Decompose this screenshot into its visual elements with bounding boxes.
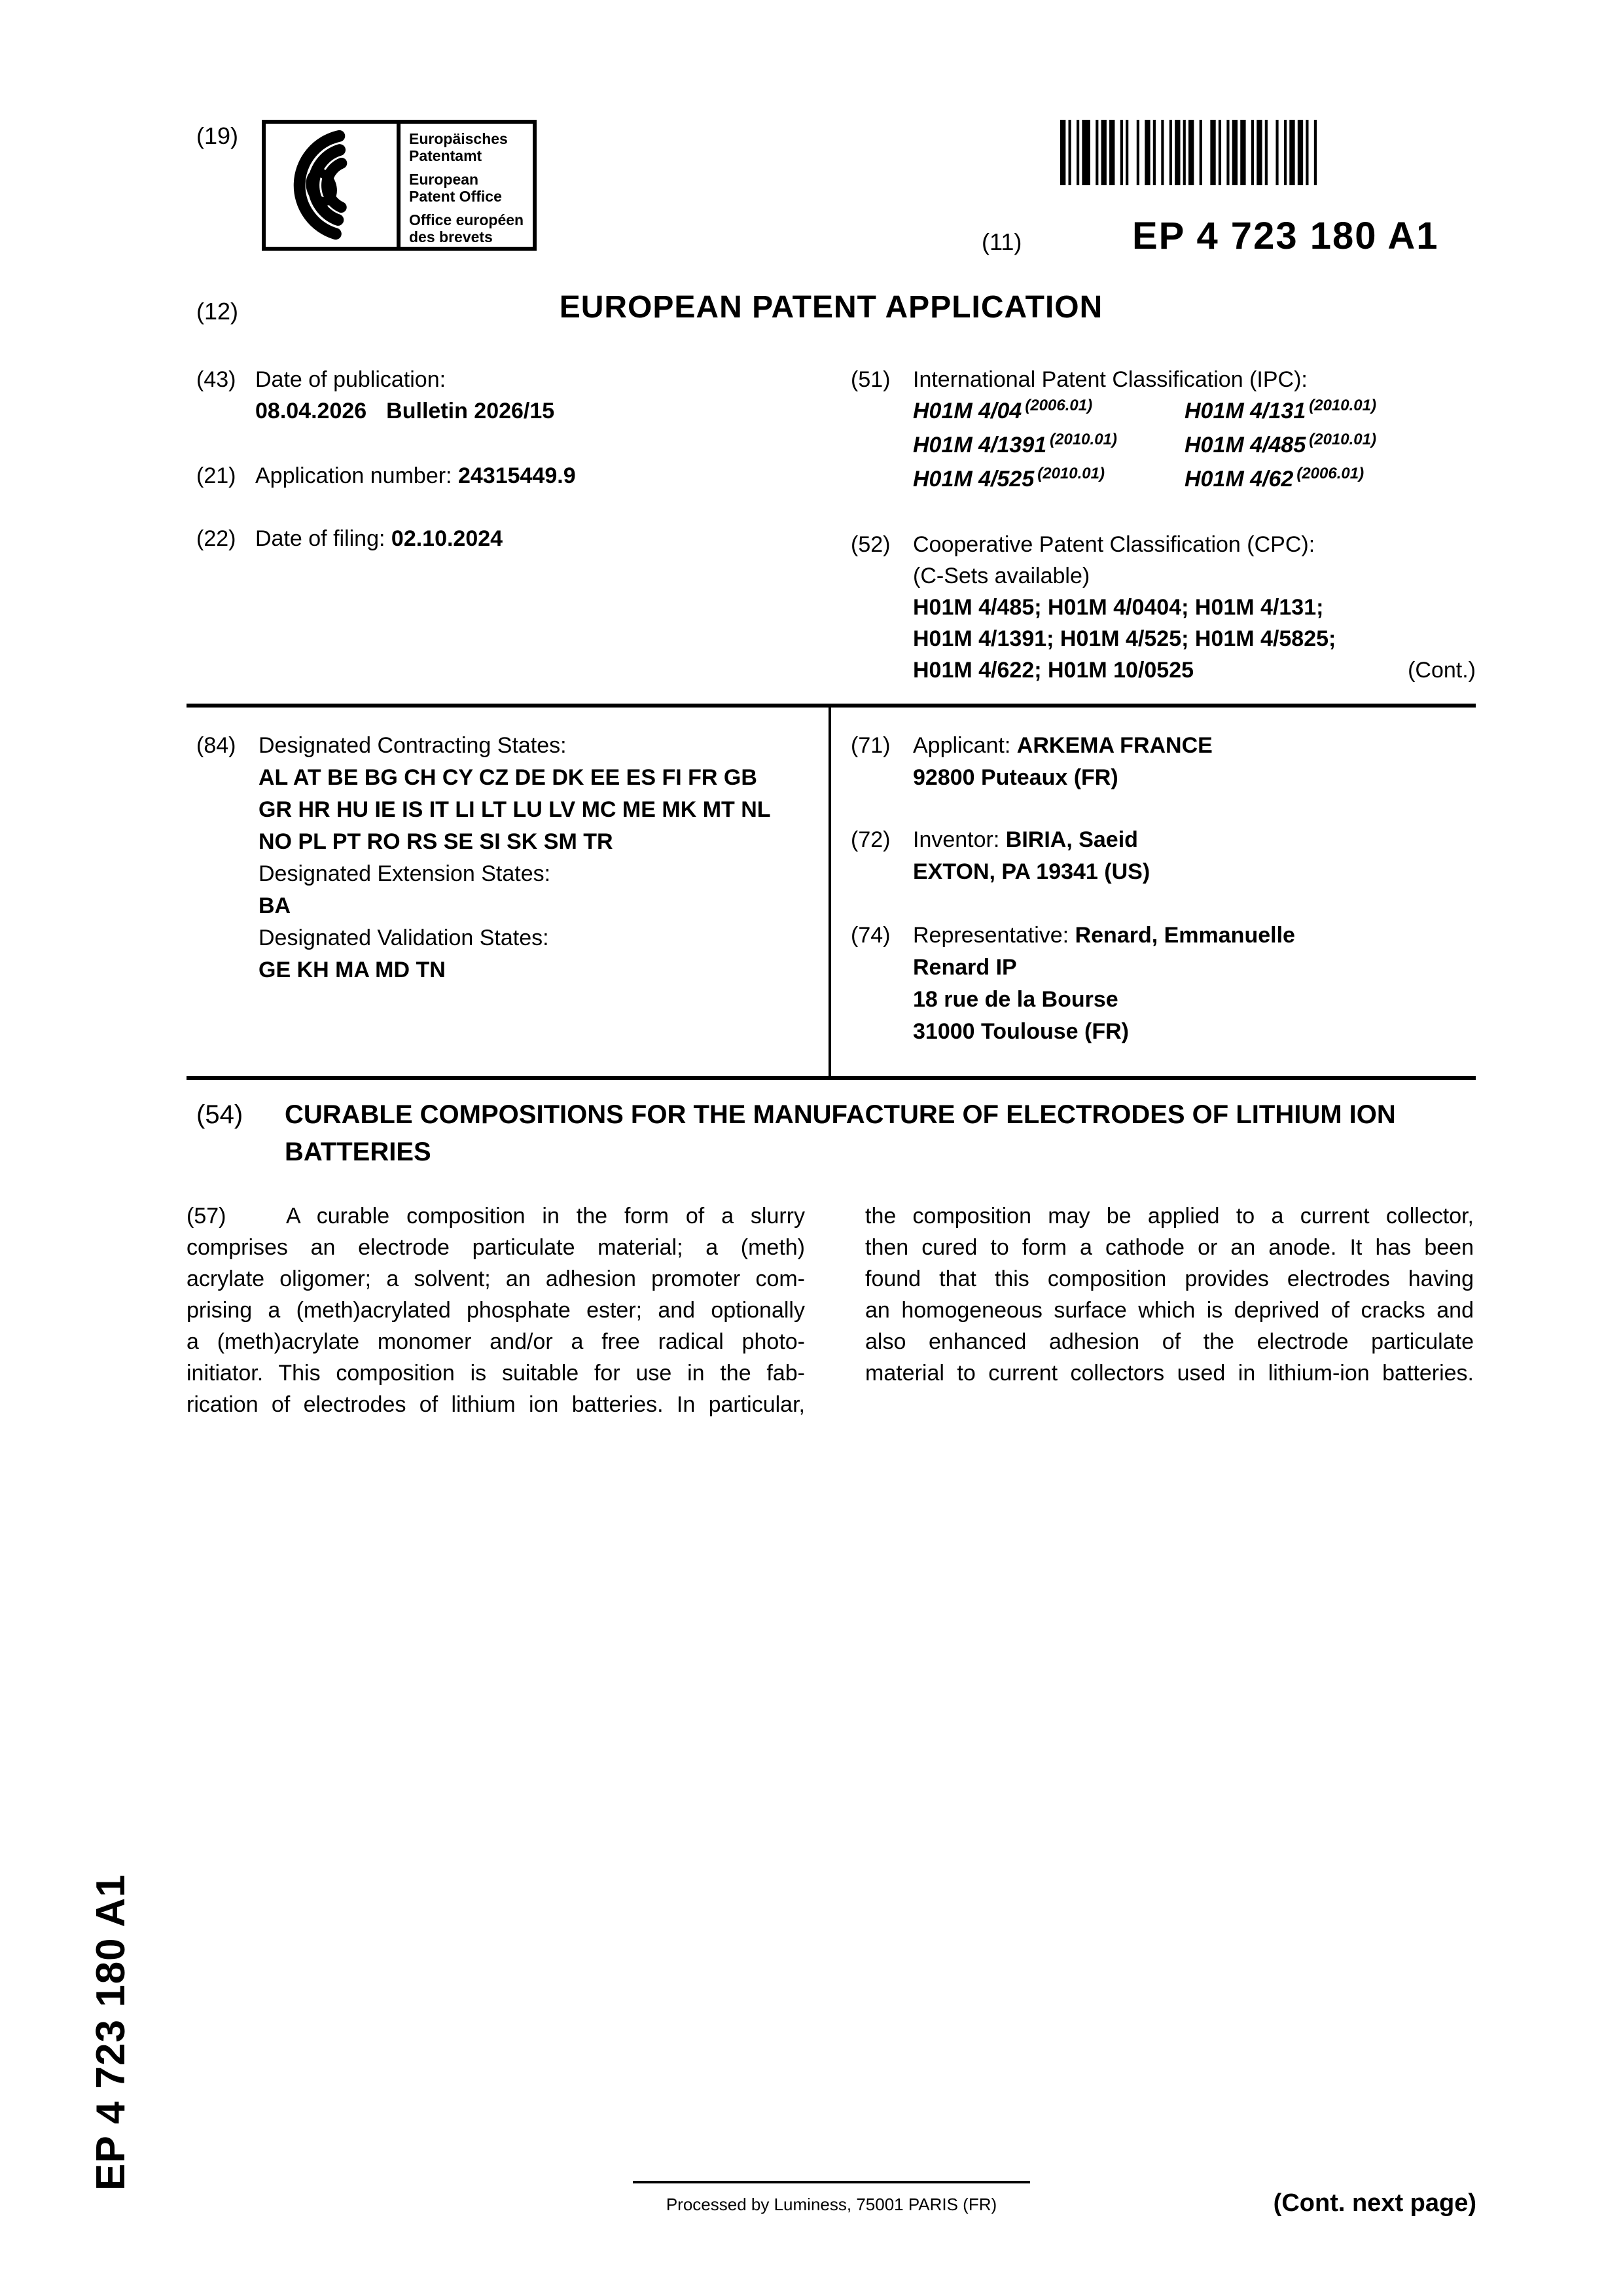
ipc-entry: H01M 4/1391 $^{(2010.01)}$ (913, 431, 1117, 457)
applicant-label: Applicant: (913, 733, 1011, 758)
publication-date-label: Date of publication: (255, 367, 446, 392)
field-72-body (913, 824, 1476, 888)
field-74-body (913, 920, 1476, 1048)
contracting-states-line: GR HR HU IE IS IT LI LT LU LV MC ME MK MT NL (259, 797, 771, 822)
publication-number: EP 4 723 180 A1 (1132, 215, 1439, 257)
field-52-body (913, 529, 1476, 686)
abstract-line: then cured to form a cathode or an anode. It has been (865, 1235, 1474, 1260)
epo-logo-icon (266, 124, 397, 247)
epo-name-de-2: Patentamt (409, 147, 482, 164)
validation-states-label: Designated Validation States: (259, 925, 549, 950)
field-84-body (259, 730, 805, 986)
field-51-number: (51) (851, 367, 891, 392)
representative-firm: Renard IP (913, 955, 1017, 980)
ipc-label: International Patent Classification (IPC): (913, 367, 1308, 392)
field-72 (841, 824, 1476, 888)
field-19-number: (19) (196, 122, 239, 149)
field-11-number: (11) (982, 228, 1022, 255)
epo-logo-box (262, 120, 537, 251)
field-84-header (187, 730, 805, 986)
field-74-number: (74) (851, 923, 891, 948)
abstract-line: a (meth)acrylate monomer and/or a free radical photo- (187, 1329, 805, 1354)
ipc-entry: H01M 4/131 $^{(2010.01)}$ (1185, 397, 1376, 423)
inventor-line (913, 824, 1476, 856)
cpc-codes-line: H01M 4/485; H01M 4/0404; H01M 4/131; (913, 595, 1324, 620)
field-57-number: (57) (187, 1204, 226, 1229)
abstract-line: material to current collectors used in lithium-ion batteries. (865, 1361, 1474, 1386)
field-52-number: (52) (851, 532, 891, 557)
representative-city: 31000 Toulouse (FR) (913, 1019, 1129, 1044)
applicant-name: ARKEMA FRANCE (1016, 733, 1213, 758)
field-51 (841, 364, 1476, 497)
field-74 (841, 920, 1476, 1048)
representative-name: Renard, Emmanuelle (1075, 923, 1295, 948)
field-71-body (913, 730, 1476, 794)
footer-rule (633, 2181, 1030, 2183)
epo-name-fr-2: des brevets (409, 228, 493, 245)
cpc-note: (C-Sets available) (913, 564, 1090, 588)
cpc-cont-marker: (Cont.) (1408, 658, 1476, 683)
footer-processed-by: Processed by Luminess, 75001 PARIS (FR) (666, 2195, 997, 2214)
abstract-line: an homogeneous surface which is deprived of cracks and (865, 1298, 1474, 1323)
inventor-address: EXTON, PA 19341 (US) (913, 859, 1150, 884)
field-43-number: (43) (196, 367, 236, 392)
abstract-line: comprises an electrode particulate material; a (meth) (187, 1235, 805, 1260)
field-43-body (255, 364, 815, 427)
abstract-column-2 (865, 1200, 1474, 1389)
epo-name-en-2: Patent Office (409, 188, 502, 205)
abstract-line: prising a (meth)acrylated phosphate ester; and optionally (187, 1298, 805, 1323)
field-21 (187, 460, 815, 492)
abstract-line: the composition may be applied to a current collector, (865, 1204, 1474, 1229)
application-number-label: Application number: (255, 463, 452, 488)
field-71 (841, 730, 1476, 794)
column-divider (829, 708, 831, 1076)
field-84-number: (84) (196, 733, 236, 758)
field-72-number: (72) (851, 827, 891, 852)
field-21-number: (21) (196, 463, 236, 488)
bibliographic-left-column (187, 364, 815, 554)
barcode (1060, 120, 1317, 185)
ipc-row (913, 429, 1476, 463)
invention-title-line: CURABLE COMPOSITIONS FOR THE MANUFACTURE OF ELECTRODES OF LITHIUM ION (285, 1100, 1396, 1129)
ipc-entry: H01M 4/485 $^{(2010.01)}$ (1185, 431, 1376, 457)
abstract-line: also enhanced adhesion of the electrode particulate (865, 1329, 1474, 1354)
applicant-address: 92800 Puteaux (FR) (913, 765, 1118, 790)
contracting-states-line: AL AT BE BG CH CY CZ DE DK EE ES FI FR GB (259, 765, 757, 790)
invention-title (285, 1096, 1476, 1171)
inventor-name: BIRIA, Saeid (1005, 827, 1138, 852)
sidebar-publication-number: EP 4 723 180 A1 (88, 1874, 134, 2191)
designations-and-parties-section (187, 704, 1476, 1080)
ipc-row (913, 463, 1476, 497)
field-43 (187, 364, 815, 427)
ipc-entry: H01M 4/62 $^{(2006.01)}$ (1185, 465, 1364, 492)
abstract-line: rication of electrodes of lithium ion batteries. In particular, (187, 1392, 805, 1417)
representative-label: Representative: (913, 923, 1069, 948)
field-12-number: (12) (196, 298, 239, 325)
abstract-line: initiator. This composition is suitable for use in the fab- (187, 1361, 805, 1386)
ipc-entry: H01M 4/04 $^{(2006.01)}$ (913, 397, 1093, 423)
cpc-codes-line (913, 655, 1476, 686)
cpc-codes-line: H01M 4/1391; H01M 4/525; H01M 4/5825; (913, 626, 1336, 651)
contracting-states-line: NO PL PT RO RS SE SI SK SM TR (259, 829, 613, 854)
abstract-column-1 (187, 1200, 805, 1420)
bulletin: Bulletin 2026/15 (386, 399, 555, 423)
invention-title-line: BATTERIES (285, 1138, 431, 1166)
epo-name-de-1: Europäisches (409, 130, 508, 147)
field-52 (841, 529, 1476, 686)
cpc-codes: H01M 4/622; H01M 10/0525 (913, 658, 1194, 683)
ipc-entry: H01M 4/525 $^{(2010.01)}$ (913, 465, 1105, 492)
document-type-title: EUROPEAN PATENT APPLICATION (559, 290, 1103, 325)
field-51-body (913, 364, 1476, 497)
epo-name-fr-1: Office européen (409, 211, 524, 228)
filing-date-label: Date of filing: (255, 526, 385, 551)
extension-states: BA (259, 893, 291, 918)
filing-date: 02.10.2024 (391, 526, 503, 551)
abstract-line: acrylate oligomer; a solvent; an adhesion promoter com- (187, 1266, 805, 1291)
bibliographic-right-column (841, 364, 1476, 686)
abstract-line: (57) A curable composition in the form of a slurry (187, 1200, 805, 1232)
extension-states-label: Designated Extension States: (259, 861, 551, 886)
epo-logo-text (397, 124, 533, 247)
field-54 (187, 1096, 1476, 1171)
field-21-body (255, 460, 815, 492)
representative-street: 18 rue de la Bourse (913, 987, 1118, 1012)
parties-column (841, 730, 1476, 1048)
footer-cont-next-page: (Cont. next page) (1273, 2189, 1476, 2217)
field-22-body (255, 523, 815, 554)
inventor-label: Inventor: (913, 827, 1000, 852)
applicant-line (913, 730, 1476, 762)
representative-line (913, 920, 1476, 952)
epo-name-en-1: European (409, 171, 479, 188)
contracting-states-label: Designated Contracting States: (259, 733, 567, 758)
application-number: 24315449.9 (457, 463, 576, 488)
abstract-line: found that this composition provides electrodes having (865, 1266, 1474, 1291)
publication-date-value (255, 395, 815, 427)
publication-date: 08.04.2026 (255, 399, 367, 423)
field-84 (187, 730, 805, 986)
field-54-number: (54) (196, 1100, 243, 1129)
cpc-label: Cooperative Patent Classification (CPC): (913, 532, 1315, 557)
field-22 (187, 523, 815, 554)
ipc-row (913, 395, 1476, 429)
validation-states: GE KH MA MD TN (259, 958, 446, 982)
field-71-number: (71) (851, 733, 891, 758)
field-22-number: (22) (196, 526, 236, 551)
